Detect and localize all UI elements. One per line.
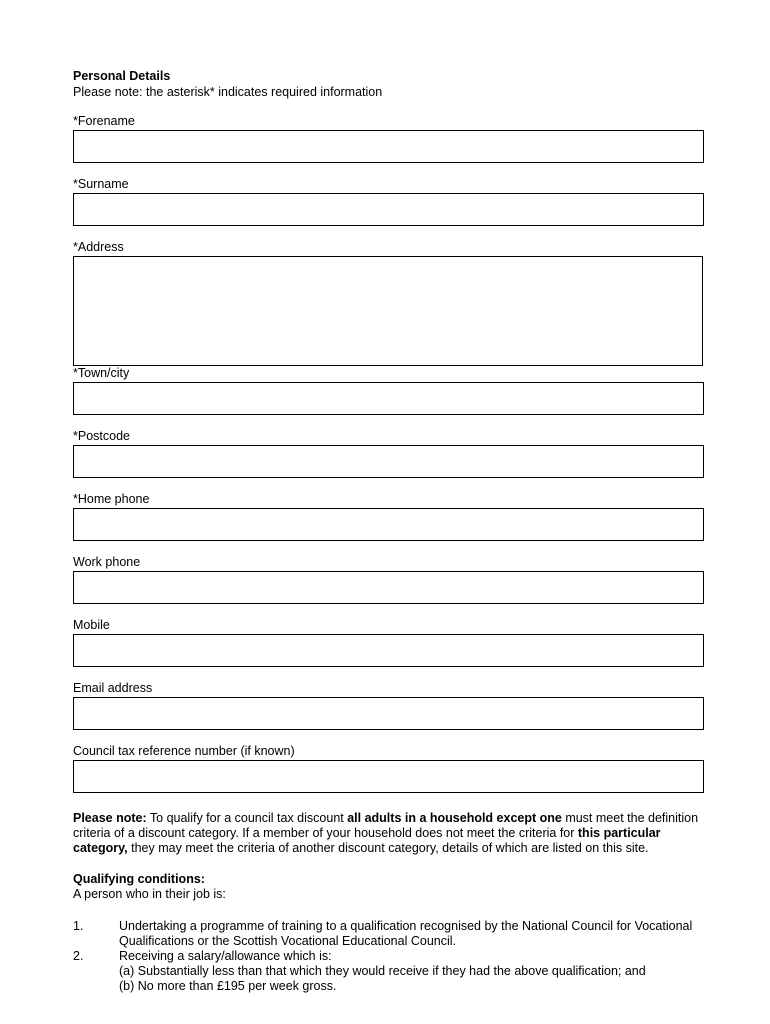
list-item xyxy=(73,919,703,949)
notice-bold-2: this particular category, xyxy=(73,826,661,855)
item-text: Undertaking a programme of training to a qualification recognised by the National Council for Vocational Qualifications or the Scottish Vocational Educational Council. xyxy=(119,919,693,948)
email-label: Email address xyxy=(73,681,153,695)
required-note: Please note: the asterisk* indicates required information xyxy=(73,85,383,99)
home-phone-field[interactable] xyxy=(73,508,704,541)
sub-item-a: (a) Substantially less than that which they would receive if they had the above qualification; and xyxy=(119,964,646,978)
forename-field[interactable] xyxy=(73,130,704,163)
email-field[interactable] xyxy=(73,697,704,730)
form-page xyxy=(73,68,703,994)
discount-notice xyxy=(73,811,703,856)
item-number: 1. xyxy=(73,919,84,933)
mobile-field[interactable] xyxy=(73,634,704,667)
conditions-title: Qualifying conditions: xyxy=(73,872,205,886)
work-phone-field[interactable] xyxy=(73,571,704,604)
address-field[interactable] xyxy=(73,256,703,366)
notice-text-3: they may meet the criteria of another discount category, details of which are listed on this site. xyxy=(127,841,649,855)
postcode-field[interactable] xyxy=(73,445,704,478)
work-phone-label: Work phone xyxy=(73,555,141,569)
sub-item-b: (b) No more than £195 per week gross. xyxy=(119,979,337,993)
notice-bold-1: all adults in a household except one xyxy=(347,811,562,825)
notice-text-2: must meet the definition criteria of a discount category. If a member of your household does not meet the criteria for xyxy=(73,811,699,840)
item-number: 2. xyxy=(73,949,84,963)
postcode-label: *Postcode xyxy=(73,429,130,443)
surname-field[interactable] xyxy=(73,193,704,226)
list-item xyxy=(73,949,703,994)
address-label: *Address xyxy=(73,240,124,254)
home-phone-label: *Home phone xyxy=(73,492,150,506)
section-title: Personal Details xyxy=(73,69,171,83)
notice-text-1: To qualify for a council tax discount xyxy=(146,811,348,825)
council-ref-field[interactable] xyxy=(73,760,704,793)
surname-label: *Surname xyxy=(73,177,129,191)
mobile-label: Mobile xyxy=(73,618,110,632)
forename-label: *Forename xyxy=(73,114,135,128)
town-field[interactable] xyxy=(73,382,704,415)
conditions-list xyxy=(73,919,703,994)
conditions-intro: A person who in their job is: xyxy=(73,887,226,901)
town-label: *Town/city xyxy=(73,366,130,380)
item-text: Receiving a salary/allowance which is: xyxy=(119,949,332,963)
notice-lead: Please note: xyxy=(73,811,147,825)
council-ref-label: Council tax reference number (if known) xyxy=(73,744,295,758)
